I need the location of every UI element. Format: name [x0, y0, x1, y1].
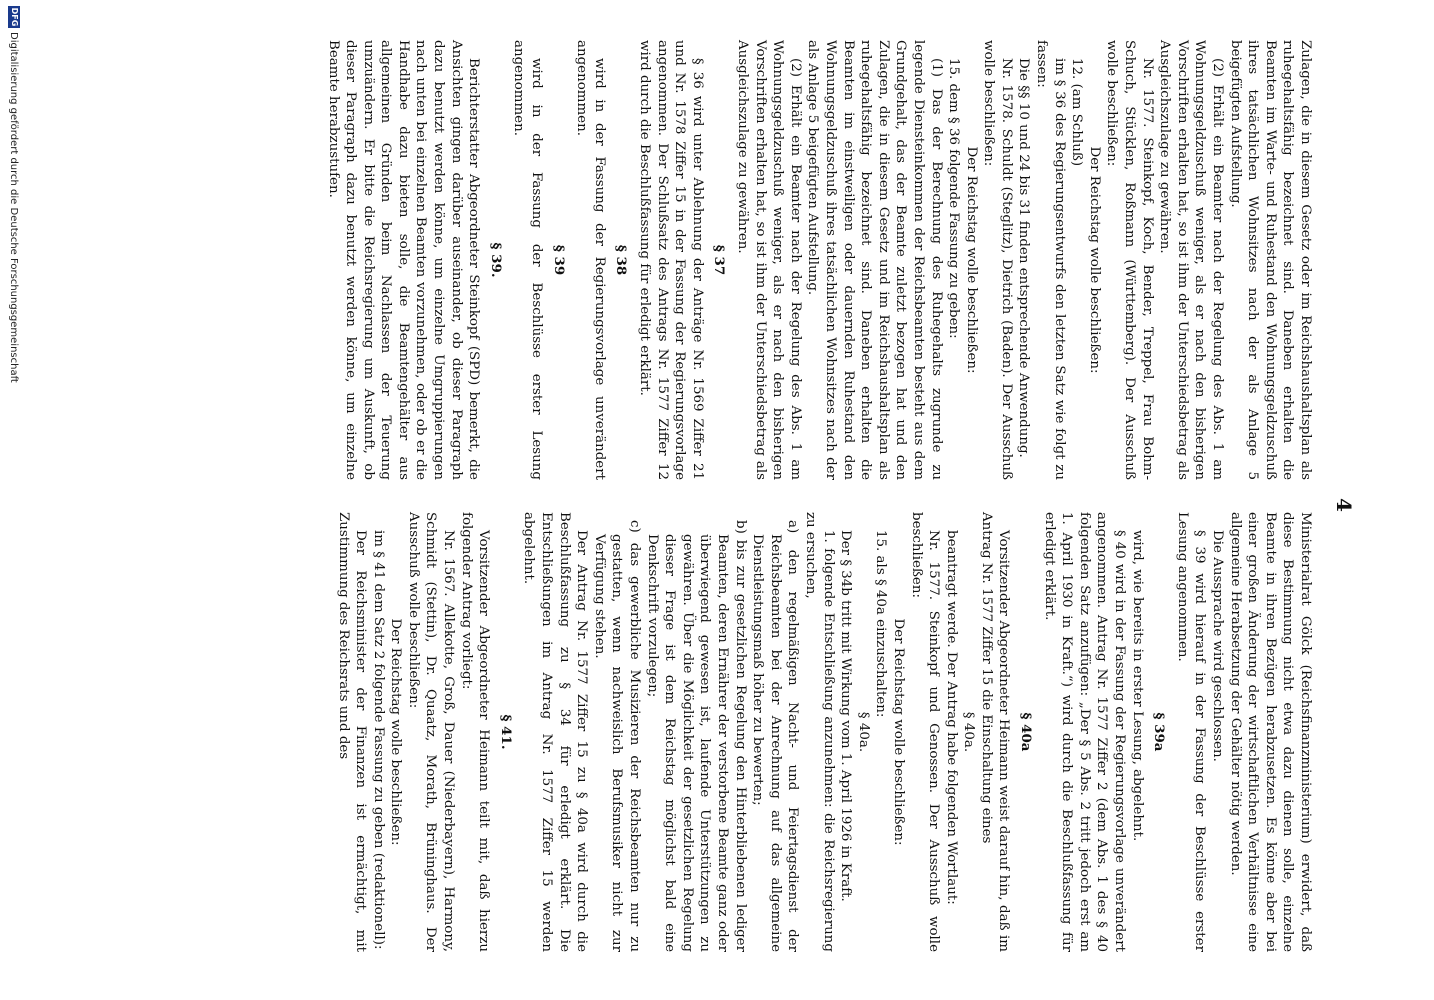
left-column-section-heading: § 38 — [613, 244, 630, 276]
right-column-list-item: a) den regelmäßigen Nacht- und Feiertagsdienst der Reichsbeamten bei der Anrechnung auf das allgemeine Dienstleistungsmaß höher zu bewerten; — [750, 520, 801, 952]
right-column-section-heading: § 39a — [1151, 712, 1168, 752]
left-column-paragraph: Die §§ 10 und 24 bis 31 finden entsprechende Anwendung. — [1016, 58, 1032, 458]
right-column-list-item: c) das gewerbliche Musizieren der Reichsbeamten nur zu gestatten, wenn nachweislich Berufsmusiker nicht zur Verfügung stehen. — [591, 520, 643, 952]
right-column-paragraph: Nr. 1577. Steinkopf und Genossen. Der Ausschuß wolle beschließen: — [908, 512, 942, 952]
right-column-paragraph: im § 41 dem Satz 2 folgende Fassung zu geben (redaktionell): — [370, 530, 386, 950]
right-column-paragraph: wird, wie bereits in erster Lesung, abgelehnt. — [1129, 530, 1145, 842]
left-column-paragraph: Nr. 1577. Steinkopf, Koch, Bender, Treppel, Frau Bohm-Schuch, Stücklen, Roßmann (Württemberg). Der Ausschuß wolle beschließen: — [1104, 40, 1155, 480]
left-column-paragraph: 12. (am Schluß) — [1069, 58, 1085, 167]
left-column-paragraph: § 36 wird unter Ablehnung der Anträge Nr. 1569 Ziffer 21 und Nr. 1578 Ziffer 15 in der Fassung der Regierungsvorlage angenommen. Der Schlußsatz des Antrags Nr. 1577 Ziffer 12 wird durch die Beschlußfassung für erledigt erklärt. — [637, 40, 705, 480]
right-column-list-item: b) bis zur gesetzlichen Regelung den Hinterbliebenen lediger Beamten, deren Ernährer der verstorbene Beamte ganz oder überwiegend gewesen ist, laufende Unterstützungen zu gewähren. Über die Möglichkeit der gesetzlichen Regelung dieser Frage ist dem Reichstag möglichst bald eine Denkschrift vorzulegen; — [644, 520, 748, 952]
footer-text: Digitalisierung gefördert durch die Deutsche Forschungsgemeinschaft — [8, 32, 20, 383]
right-column-paragraph: Die Aussprache wird geschlossen. — [1210, 530, 1226, 762]
left-column-paragraph: wird in der Fassung der Beschlüsse erster Lesung angenommen. — [511, 40, 545, 480]
right-column-paragraph: § 39 wird hierauf in der Fassung der Beschlüsse erster Lesung angenommen. — [1174, 512, 1208, 952]
left-column-centered-line: Der Reichstag wolle beschließen: — [1086, 146, 1102, 374]
right-column-paragraph: beantragt werde. Der Antrag habe folgenden Wortlaut: — [943, 530, 959, 905]
right-column-centered-line: § 40a. — [855, 711, 871, 753]
right-column-paragraph: Der § 34b tritt mit Wirkung vom 1. April 1926 in Kraft. — [838, 530, 854, 902]
left-column-paragraph: (2) Erhält ein Beamter nach der Regelung des Abs. 1 am Wohnungsgeldzuschuß weniger, als er nach den bisherigen Vorschriften erhalten hat, so ist ihm der Unterschiedsbetrag als Ausgleichszulage zu gewähren. — [735, 40, 803, 480]
left-column-paragraph: im § 36 des Regierungsentwurfs den letzten Satz wie folgt zu fassen: — [1034, 40, 1067, 480]
dfg-logo: DFG — [10, 7, 19, 27]
right-column-paragraph: § 40 wird in der Fassung der Regierungsvorlage unverändert angenommen. Antrag Nr. 1577 Ziffer 2 (dem Abs. 1 des § 40 folgenden Satz anzufügen: „Der § 5 Abs. 2 tritt jedoch erst am 1. April 1930 in Kraft.“) wird durch die Beschlußfassung für erledigt erklärt. — [1041, 512, 1128, 952]
right-column-section-heading: § 40a — [1018, 712, 1035, 752]
left-column-paragraph: Zulagen, die in diesem Gesetz oder im Reichshaushaltsplan als ruhegehaltsfähig bezeichnet sind. Daneben erhalten die Beamten im Warte- und Ruhestand den Wohnungsgeldzuschuß ihres tatsächlichen Wohnsitzes nach der als Anlage 5 beigefügten Aufstellung. — [1227, 40, 1313, 480]
left-column-paragraph: Nr. 1578. Schuldt (Steglitz), Dietrich (Baden). Der Ausschuß wolle beschließen: — [981, 40, 1014, 480]
left-column-paragraph: Berichterstatter Abgeordneter Steinkopf (SPD) bemerkt, die Ansichten gingen darüber auseinander, ob dieser Paragraph dazu benutzt werden könne, um einzelne Umgruppierungen nach unten bei einzelnen Beamten vorzunehmen, oder ob er die Handhabe dazu bieten solle, die Beamtengehälter aus allgemeinen Gründen beim Nachlassen der Teuerung umzuändern. Er bitte die Reichsregierung um Auskunft, ob dieser Paragraph dazu benutzt werden könne, um einzelne Beamte herabzustufen. — [325, 40, 482, 480]
left-column-section-heading: § 39 — [550, 244, 567, 276]
right-column-centered-line: Der Reichstag wolle beschließen: — [890, 618, 906, 846]
left-column-paragraph: (1) Das der Berechnung des Ruhegehalts zugrunde zu legende Diensteinkommen der Reichsbeamten besteht aus dem Grundgehalt, das der Beamte zuletzt bezogen hat und den Zulagen, die in diesem Gesetz und im Reichshaushaltsplan als ruhegehaltsfähig bezeichnet sind. Daneben erhalten die Beamten im einstweiligen oder dauernden Ruhestand den Wohnungsgeldzuschuß ihres tatsächlichen Wohnsitzes nach der als Anlage 5 beigefügten Aufstellung. — [805, 40, 944, 480]
left-column-centered-line: Der Reichstag wolle beschließen: — [963, 146, 979, 374]
right-column-paragraph: 15. als § 40a einzuschalten: — [873, 530, 889, 718]
left-column — [324, 40, 1314, 480]
right-column-section-heading: § 41. — [497, 714, 514, 750]
right-column-paragraph: Vorsitzender Abgeordneter Heimann teilt mit, daß hierzu folgender Antrag vorliegt: — [458, 512, 492, 952]
right-column-paragraph: Vorsitzender Abgeordneter Heimann weist darauf hin, daß im Antrag Nr. 1577 Ziffer 15 die Einschaltung eines — [978, 512, 1012, 952]
right-column-centered-line: Der Reichstag wolle beschließen: — [388, 618, 404, 846]
footer — [8, 6, 20, 383]
right-column-paragraph: Der Reichsminister der Finanzen ist ermächtigt, mit Zustimmung des Reichsrats und des — [335, 512, 369, 952]
page-number: 4 — [1332, 498, 1356, 512]
right-column-paragraph: Der Antrag Nr. 1577 Ziffer 15 zu § 40a wird durch die Beschlußfassung zu § 34 für erledigt erklärt. Die Entschließungen im Antrag Nr. 1577 Ziffer 15 werden abgelehnt. — [521, 512, 590, 952]
right-column-paragraph: Nr. 1567. Allekotte, Groß, Dauer (Niederbayern), Harmony, Schmidt (Stettin), Dr. Quaatz, Morath, Brüninghaus. Der Ausschuß wolle beschließen: — [405, 512, 457, 952]
left-column-paragraph: (2) Erhält ein Beamter nach der Regelung des Abs. 1 am Wohnungsgeldzuschuß weniger, als er nach den bisherigen Vorschriften erhalten hat, so ist ihm der Unterschiedsbetrag als Ausgleichszulage zu gewähren. — [1157, 40, 1226, 480]
left-column-paragraph: 15. dem § 36 folgende Fassung zu geben: — [946, 58, 962, 339]
right-column-centered-line: § 40a. — [961, 711, 977, 753]
left-column-section-heading: § 37 — [711, 244, 728, 276]
right-column-paragraph: Ministerialrat Gölck (Reichsfinanzministerium) erwidert, daß diese Bestimmung nicht etwa dazu dienen solle, einzelne Beamte in ihren Bezügen herabzusetzen. Es könne aber bei einer großen Änderung der wirtschaftlichen Verhältnisse eine allgemeine Herabsetzung der Gehälter nötig werden. — [1227, 512, 1313, 952]
right-column-paragraph: 1. folgende Entschließung anzunehmen: die Reichsregierung zu ersuchen, — [802, 512, 836, 952]
left-column-section-heading: § 39. — [487, 242, 504, 278]
left-column-paragraph: wird in der Fassung der Regierungsvorlage unverändert angenommen. — [574, 40, 607, 480]
right-column — [334, 512, 1314, 952]
